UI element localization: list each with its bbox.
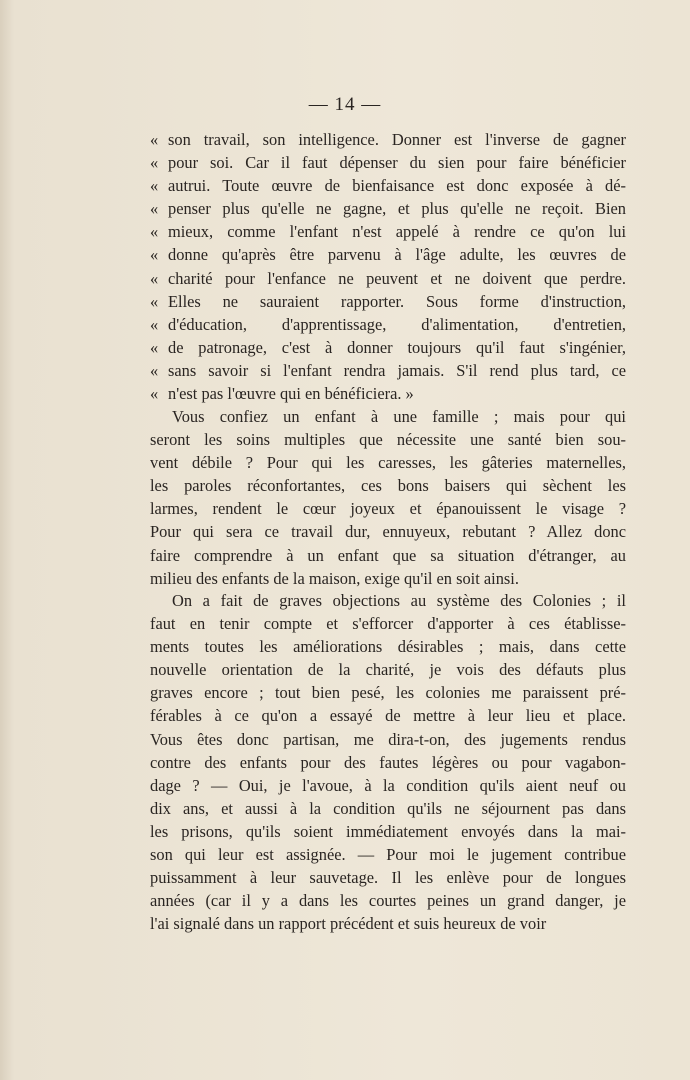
quote-line (150, 359, 626, 382)
text-line: les paroles réconfortantes, ces bons baisers qui sèchent les (150, 476, 626, 496)
quote-line-text: autrui. Toute œuvre de bienfaisance est donc exposée à dé- (168, 176, 626, 196)
quote-line-text: charité pour l'enfance ne peuvent et ne doivent que perdre. (168, 268, 626, 288)
quote-line (150, 128, 626, 151)
quote-line-text: son travail, son intelligence. Donner est l'inverse de gagner (168, 130, 626, 149)
quote-line-text: d'éducation, d'apprentissage, d'alimentation, d'entretien, (168, 314, 626, 334)
quote-line (150, 382, 626, 405)
text-line: Vous êtes donc partisan, me dira-t-on, des jugements rendus (150, 729, 626, 749)
quote-mark: « (150, 130, 159, 149)
quote-line-text: sans savoir si l'enfant rendra jamais. S'il rend plus tard, ce (168, 360, 626, 380)
quote-line-text: Elles ne sauraient rapporter. Sous forme d'instruction, (168, 291, 626, 311)
quote-mark: « (150, 337, 159, 357)
text-line: années (car il y a dans les courtes peines un grand danger, je (150, 891, 626, 911)
quote-mark: « (150, 360, 159, 380)
quote-line (150, 267, 626, 290)
quote-line-text: n'est pas l'œuvre qui en bénéficiera. » (168, 384, 414, 404)
quoted-passage (150, 128, 626, 405)
quote-line (150, 197, 626, 220)
quote-line-text: de patronage, c'est à donner toujours qu'il faut s'ingénier, (168, 337, 626, 357)
text-line: contre des enfants pour des fautes légères ou pour vagabon- (150, 752, 626, 772)
text-line: puissamment à leur sauvetage. Il les enlève pour de longues (150, 868, 626, 888)
quote-line (150, 151, 626, 174)
text-line: férables à ce qu'on a essayé de mettre à leur lieu et place. (150, 706, 626, 726)
text-line: l'ai signalé dans un rapport précédent et suis heureux de voir (150, 914, 547, 934)
text-line: les prisons, qu'ils soient immédiatement envoyés dans la mai- (150, 821, 626, 841)
quote-line (150, 313, 626, 336)
paragraph-2 (150, 589, 626, 935)
text-line: larmes, rendent le cœur joyeux et épanouissent le visage ? (150, 499, 626, 519)
text-line: On a fait de graves objections au système des Colonies ; il (172, 591, 626, 610)
text-line: dix ans, et aussi à la condition qu'ils ne séjournent pas dans (150, 798, 626, 818)
text-line: vent débile ? Pour qui les caresses, les gâteries maternelles, (150, 453, 626, 473)
quote-line-text: mieux, comme l'enfant n'est appelé à rendre ce qu'on lui (168, 222, 626, 242)
quote-mark: « (150, 268, 159, 288)
text-line: graves encore ; tout bien pesé, les colonies me paraissent pré- (150, 683, 626, 703)
quote-line (150, 174, 626, 197)
text-line: Vous confiez un enfant à une famille ; mais pour qui (172, 407, 626, 426)
text-line: ments toutes les améliorations désirables ; mais, dans cette (150, 637, 626, 657)
quote-line-text: penser plus qu'elle ne gagne, et plus qu'elle ne reçoit. Bien (168, 199, 626, 219)
quote-line-text: donne qu'après être parvenu à l'âge adulte, les œuvres de (168, 245, 626, 265)
quote-mark: « (150, 314, 159, 334)
page-number: — 14 — (308, 94, 382, 115)
quote-mark: « (150, 153, 159, 173)
quote-mark: « (150, 245, 159, 265)
text-line: son qui leur est assignée. — Pour moi le jugement contribue (150, 845, 626, 865)
quote-mark: « (150, 291, 159, 311)
paragraph-1 (150, 405, 626, 590)
quote-line-text: pour soi. Car il faut dépenser du sien pour faire bénéficier (168, 153, 626, 173)
text-line: seront les soins multiples que nécessite une santé bien sou- (150, 430, 626, 450)
text-line: faire comprendre à un enfant que sa situation d'étranger, au (150, 545, 626, 565)
text-line: Pour qui sera ce travail dur, ennuyeux, rebutant ? Allez donc (150, 522, 626, 542)
text-line: milieu des enfants de la maison, exige qu'il en soit ainsi. (150, 568, 519, 588)
text-line: nouvelle orientation de la charité, je vois des défauts plus (150, 660, 626, 680)
text-line: dage ? — Oui, je l'avoue, à la condition qu'ils aient neuf ou (150, 775, 626, 795)
quote-mark: « (150, 176, 159, 196)
quote-mark: « (150, 384, 159, 404)
quote-line (150, 220, 626, 243)
quote-mark: « (150, 199, 159, 219)
quote-line (150, 243, 626, 266)
text-line: faut en tenir compte et s'efforcer d'apporter à ces établisse- (150, 614, 626, 634)
quote-mark: « (150, 222, 159, 242)
quote-line (150, 290, 626, 313)
quote-line (150, 336, 626, 359)
